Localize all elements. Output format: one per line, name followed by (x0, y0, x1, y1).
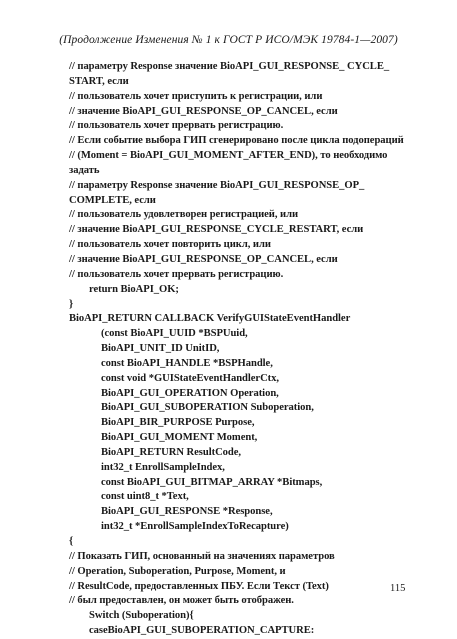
code-line: BioAPI_UNIT_ID UnitID, (101, 343, 220, 355)
code-line: // значение BioAPI_GUI_RESPONSE_OP_CANCEL, если (69, 253, 338, 265)
page-number: 115 (390, 583, 406, 594)
code-line: START, если (69, 75, 129, 87)
code-line: // параметру Response значение BioAPI_GUI_RESPONSE_ CYCLE_ (69, 61, 390, 72)
code-line: const uint8_t *Text, (101, 491, 189, 503)
code-listing (69, 60, 419, 639)
code-line: // пользователь хочет прервать регистрацию. (69, 120, 284, 132)
code-line: BioAPI_BIR_PURPOSE Purpose, (101, 417, 255, 429)
code-line: // параметру Response значение BioAPI_GUI_RESPONSE_OP_ (69, 179, 365, 191)
code-line: // ResultCode, предоставленных ПБУ. Если Текст (Text) (69, 580, 329, 592)
code-line: // был предоставлен, он может быть отображен. (69, 595, 294, 607)
code-line: BioAPI_GUI_OPERATION Operation, (101, 387, 279, 399)
code-line: // значение BioAPI_GUI_RESPONSE_OP_CANCEL, если (69, 105, 338, 117)
code-line: // (Moment = BioAPI_GUI_MOMENT_AFTER_END), то необходимо (69, 150, 388, 162)
code-line: COMPLETE, если (69, 194, 156, 206)
code-line: BioAPI_GUI_SUBOPERATION Suboperation, (101, 402, 314, 414)
code-line: // пользователь хочет повторить цикл, или (69, 239, 271, 251)
code-line: { (69, 536, 74, 547)
code-line: задать (69, 164, 100, 176)
page-header: (Продолжение Изменения № 1 к ГОСТ Р ИСО/МЭК 19784-1—2007) (59, 34, 398, 46)
code-line: Switch (Suboperation){ (89, 610, 194, 622)
code-line: // Operation, Suboperation, Purpose, Moment, и (69, 565, 286, 577)
code-line: BioAPI_GUI_RESPONSE *Response, (101, 506, 273, 518)
code-line: BioAPI_RETURN CALLBACK VerifyGUIStateEventHandler (69, 313, 351, 325)
code-line: // пользователь хочет приступить к регистрации, или (69, 90, 323, 102)
code-line: caseBioAPI_GUI_SUBOPERATION_CAPTURE: (89, 625, 315, 637)
code-line: int32_t *EnrollSampleIndexToRecapture) (101, 521, 289, 533)
code-line: const BioAPI_HANDLE *BSPHandle, (101, 357, 273, 369)
code-line: // пользователь хочет прервать регистрацию. (69, 268, 284, 280)
code-line: // Если событие выбора ГИП сгенерировано после цикла подопераций (69, 135, 404, 147)
code-line: // пользователь удовлетворен регистрацией, или (69, 209, 299, 221)
code-line: int32_t EnrollSampleIndex, (101, 461, 225, 473)
code-line: // значение BioAPI_GUI_RESPONSE_CYCLE_RESTART, если (69, 224, 364, 236)
code-line: BioAPI_RETURN ResultCode, (101, 446, 242, 458)
code-line: BioAPI_GUI_MOMENT Moment, (101, 432, 258, 444)
code-line: } (69, 298, 74, 310)
code-line: const BioAPI_GUI_BITMAP_ARRAY *Bitmaps, (101, 476, 323, 488)
code-line: (const BioAPI_UUID *BSPUuid, (101, 328, 248, 340)
code-line: // Показать ГИП, основанный на значениях параметров (69, 550, 335, 562)
code-line: const void *GUIStateEventHandlerCtx, (101, 372, 279, 384)
code-line: return BioAPI_OK; (89, 283, 179, 295)
